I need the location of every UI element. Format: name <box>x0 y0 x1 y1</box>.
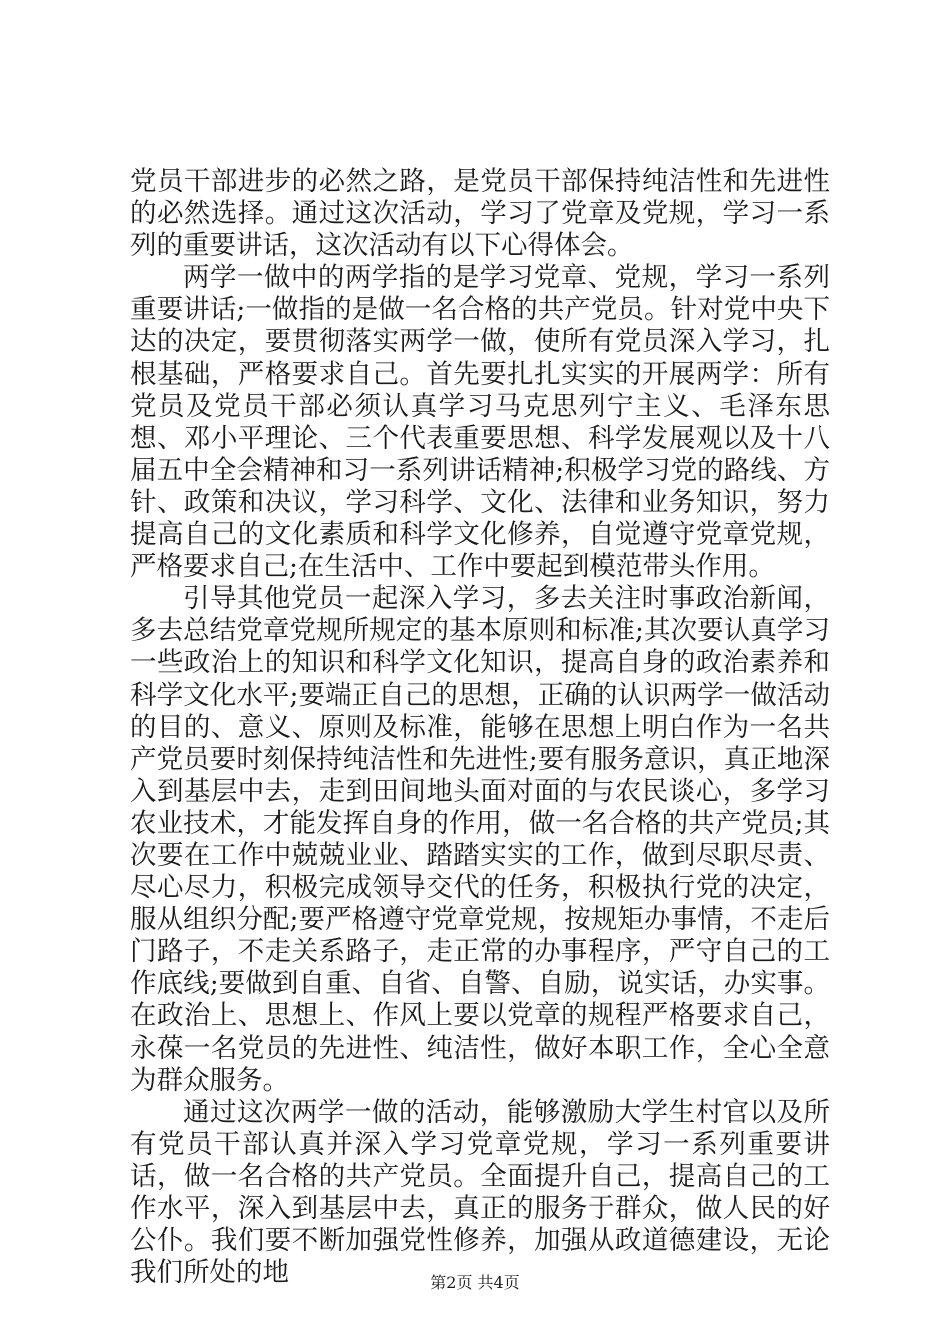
paragraph-2: 两学一做中的两学指的是学习党章、党规，学习一系列重要讲话;一做指的是做一名合格的共产党员。针对党中央下达的决定，要贯彻落实两学一做，使所有党员深入学习，扎根基础，严格要求自己。首先要扎扎实实的开展两学：所有党员及党员干部必须认真学习马克思列宁主义、毛泽东思想、邓小平理论、三个代表重要思想、科学发展观以及十八届五中全会精神和习一系列讲话精神;积极学习党的路线、方针、政策和决议，学习科学、文化、法律和业务知识，努力提高自己的文化素质和科学文化修养，自觉遵守党章党规，严格要求自己;在生活中、工作中要起到模范带头作用。 <box>130 262 830 583</box>
paragraph-3: 引导其他党员一起深入学习，多去关注时事政治新闻，多去总结党章党规所规定的基本原则和标准;其次要认真学习一些政治上的知识和科学文化知识，提高自身的政治素养和科学文化水平;要端正自己的思想，正确的认识两学一做活动的目的、意义、原则及标准，能够在思想上明白作为一名共产党员要时刻保持纯洁性和先进性;要有服务意识，真正地深入到基层中去，走到田间地头面对面的与农民谈心，多学习农业技术，才能发挥自身的作用，做一名合格的共产党员;其次要在工作中兢兢业业、踏踏实实的工作，做到尽职尽责、尽心尽力，积极完成领导交代的任务，积极执行党的决定，服从组织分配;要严格遵守党章党规，按规矩办事情，不走后门路子，不走关系路子，走正常的办事程序，严守自己的工作底线;要做到自重、自省、自警、自励，说实话，办实事。在政治上、思想上、作风上要以党章的规程严格要求自己，永葆一名党员的先进性、纯洁性，做好本职工作，全心全意为群众服务。 <box>130 583 830 1096</box>
page-footer: 第2页 共4页 <box>430 1273 520 1292</box>
paragraph-1: 党员干部进步的必然之路，是党员干部保持纯洁性和先进性的必然选择。通过这次活动，学习了党章及党规，学习一系列的重要讲话，这次活动有以下心得体会。 <box>130 166 830 262</box>
paragraph-4: 通过这次两学一做的活动，能够激励大学生村官以及所有党员干部认真并深入学习党章党规，学习一系列重要讲话，做一名合格的共产党员。全面提升自己，提高自己的工作水平，深入到基层中去，真正的服务于群众，做人民的好公仆。我们要不断加强党性修养，加强从政道德建设，无论我们所处的地 <box>130 1096 830 1289</box>
document-body <box>130 166 830 1289</box>
